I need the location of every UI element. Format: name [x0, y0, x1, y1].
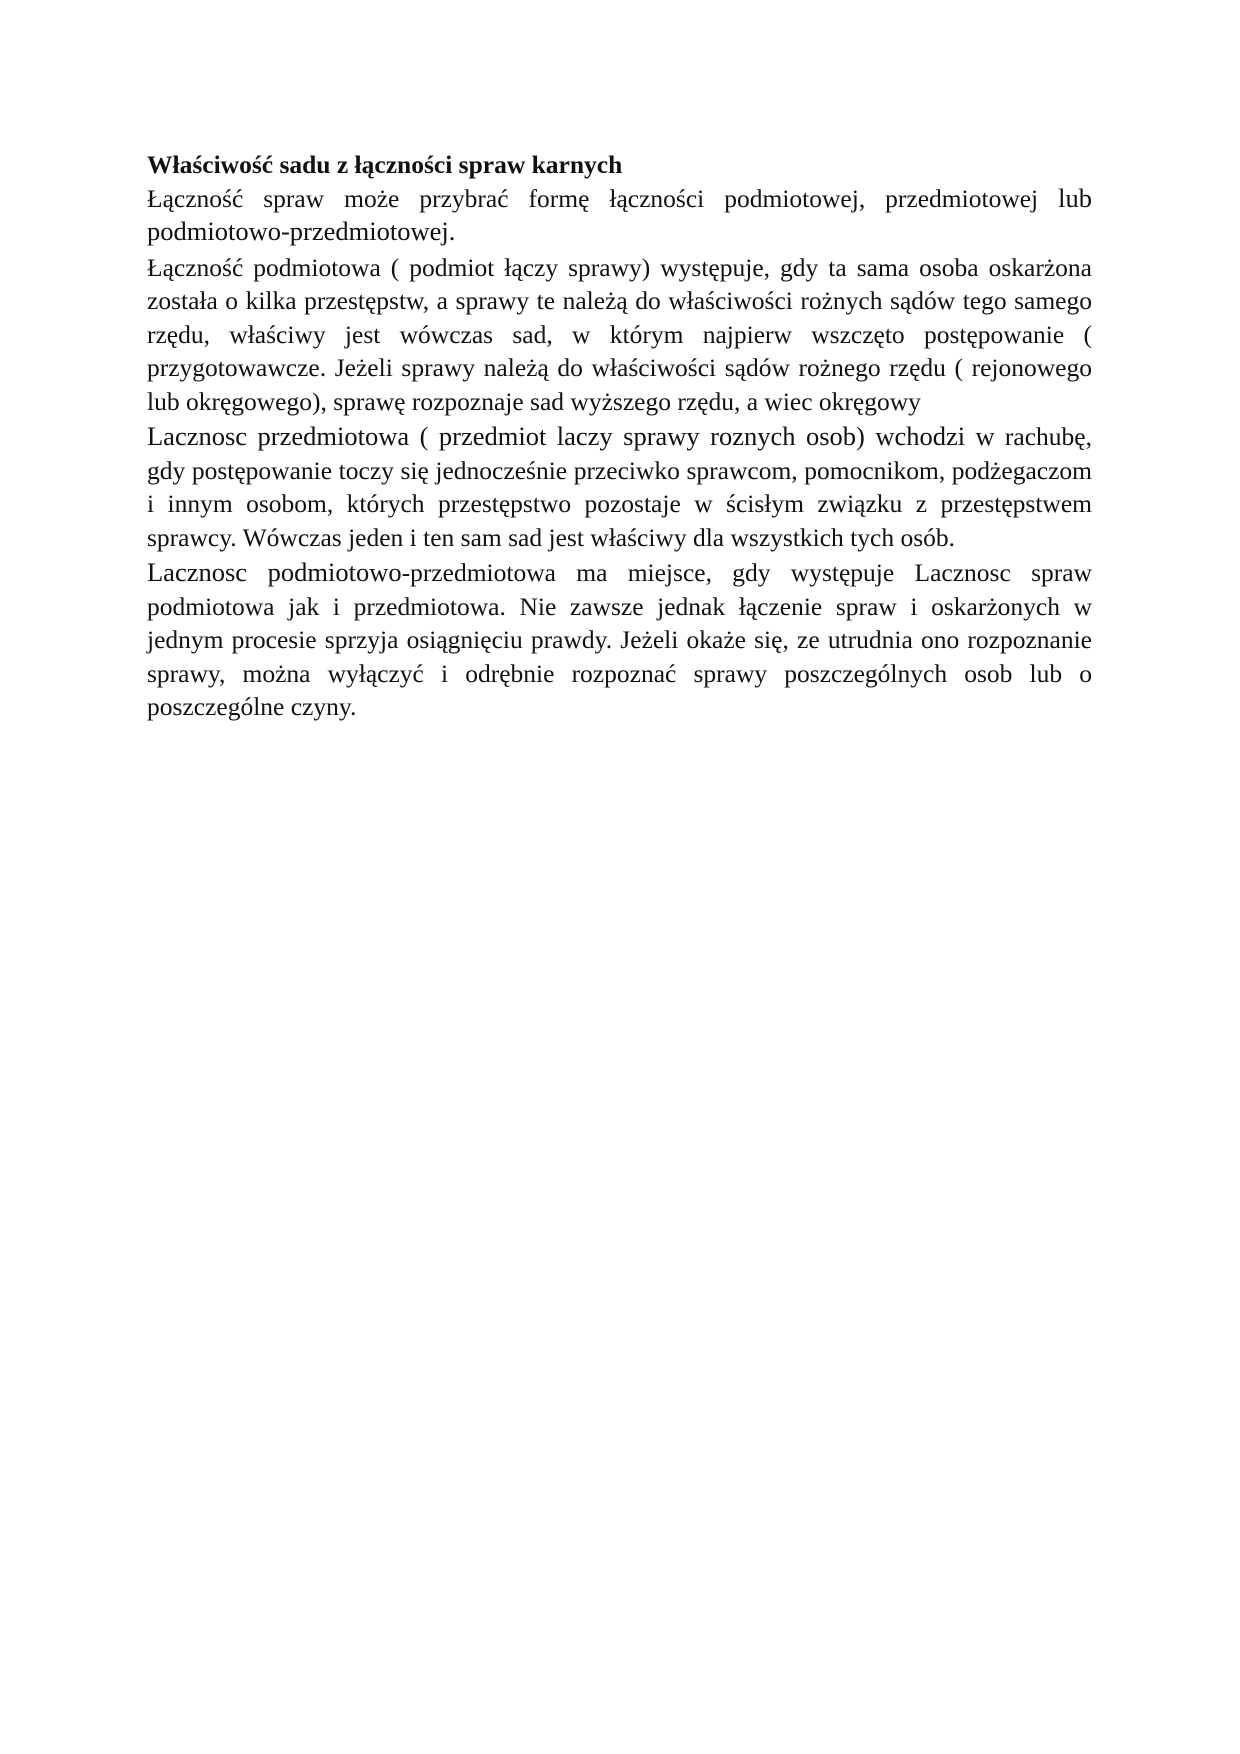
paragraph-2: [147, 251, 1092, 419]
paragraph-1: [147, 182, 1092, 249]
document-body: [147, 148, 1092, 726]
paragraph-3: [147, 420, 1092, 554]
document-title: Właściwość sadu z łączności spraw karnych: [147, 150, 623, 179]
paragraph-4-lead: Lacznosc podmiotowo: [147, 557, 402, 587]
paragraph-3-lead: Lacznosc przedmiotowa ( przedmiot laczy sprawy roznych osob) wchodzi w: [147, 421, 995, 451]
paragraph-4-text: -przedmiotowa ma miejsce, gdy występuje Lacznosc spraw podmiotowa jak i przedmiotowa. Nie zawsze jednak łączenie spraw i oskarżonych w jednym procesie sprzyja osiągnięciu prawdy. Jeżeli okaże się, ze utrudnia ono rozpoznanie sprawy, można wyłączyć i odrębnie rozpoznać sprawy poszczególnych osob lub o poszczególne czyny.: [147, 558, 1092, 721]
paragraph-1-text: Łączność spraw może przybrać formę łączności podmiotowej, przedmiotowej: [147, 183, 1059, 213]
paragraph-1-tail: lub podmiotowo-przedmiotowej.: [147, 182, 1092, 246]
paragraph-3-text: rachubę, gdy postępowanie toczy się jednocześnie przeciwko sprawcom, pomocnikom, podżegaczom i innym osobom, których przestępstwo pozostaje w ścisłym związku z przestępstwem sprawcy. Wówczas jeden i ten sam sad jest właściwy dla wszystkich tych osób.: [147, 422, 1092, 552]
paragraph-2-text: Łączność podmiotowa ( podmiot łączy sprawy) występuje, gdy ta sama osoba oskarżona została o kilka przestępstw, a sprawy te należą do właściwości rożnych sądów tego samego rzędu, właściwy jest wówczas sad, w którym najpierw wszczęto postępowanie ( przygotowawcze. Jeżeli sprawy należą do właściwości sądów rożnego rzędu ( rejonowego lub okręgowego), sprawę rozpoznaje sad wyższego rzędu, a wiec okręgowy: [147, 252, 1092, 416]
paragraph-4: [147, 556, 1092, 724]
